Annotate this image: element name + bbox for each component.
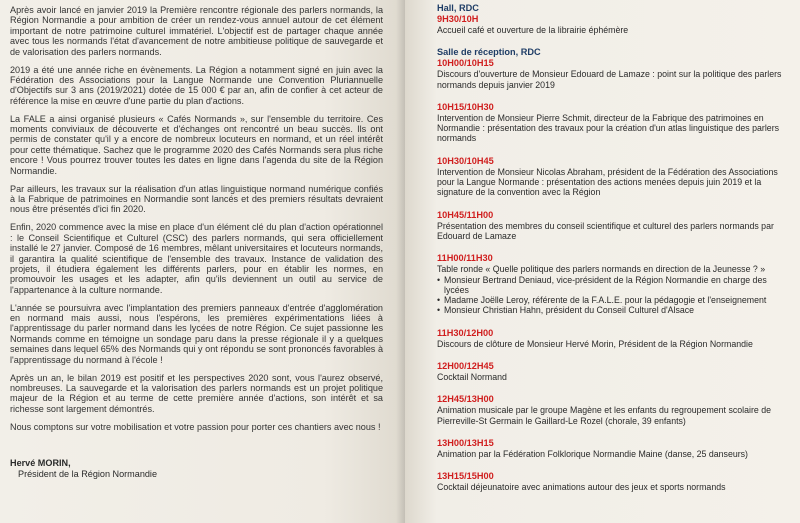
paragraph: Après avoir lancé en janvier 2019 la Première rencontre régionale des parlers normands, la Région Normandie a pour ambition de créer un rendez-vous annuel autour de cet élément important de notre patrimoine culturel immatériel. L'objectif est de partager chaque année avec tous les normands l'état d'avancement de notre ambitieuse politique de sauvegarde et de valorisation des parlers normands. — [10, 5, 383, 57]
paragraph: Enfin, 2020 commence avec la mise en place d'un élément clé du plan d'action opérationnel : le Conseil Scientifique et Culturel (CSC) des parlers normands, qui sera officiellement installé le 27 janvier. Composé de 16 membres, mêlant universitaires et locuteurs normands, il garantira la qualité scientifique de l'ensemble des travaux. Instance de validation des projets, il étudiera également les différents parlers, pour en établir les normes, en promouvoir les usages et les adapter, afin qu'ils deviennent un outil au service de l'appartenance à la culture normande. — [10, 222, 383, 295]
program-block — [437, 102, 790, 144]
paragraph: La FALE a ainsi organisé plusieurs « Cafés Normands », sur l'ensemble du territoire. Ces moments conviviaux de découverte et d'échanges ont rencontré un beau succès. Ils ont permis de constater qu'il y a encore de nombreux locuteurs en normand, et un réel intérêt pour cette thématique. Sachez que le programme 2020 des Cafés Normands sera plus riche encore ! Vous pourrez trouver toutes les dates en ligne dans l'agenda du site de la Région Normandie. — [10, 113, 383, 176]
program-description: Discours de clôture de Monsieur Hervé Morin, Président de la Région Normandie — [437, 338, 753, 349]
program-description: Cocktail déjeunatoire avec animations autour des jeux et sports normands — [437, 482, 726, 493]
program-block — [437, 361, 790, 382]
program-description: Présentation des membres du conseil scientifique et culturel des parlers normands par Edouard de Lamaze — [437, 220, 774, 241]
guest-item: • Monsieur Christian Hahn, président du Conseil Culturel d'Alsace — [437, 305, 790, 315]
program-block — [437, 156, 790, 198]
program-time: 10H00/10H15 — [437, 58, 494, 69]
program-time: 9H30/10H — [437, 14, 479, 24]
program-block — [437, 471, 790, 492]
program-block — [437, 328, 790, 349]
signature-title: Président de la Région Normandie — [18, 469, 158, 480]
program-description: Accueil café et ouverture de la librairie éphémère — [437, 25, 629, 35]
program-time: 11H00/11H30 — [437, 253, 493, 264]
program-time: 12H00/12H45 — [437, 361, 494, 372]
right-page — [405, 0, 800, 523]
program-block — [437, 47, 790, 90]
paragraph: Par ailleurs, les travaux sur la réalisation d'un atlas linguistique normand numérique confiés à la Fabrique de patrimoines en Normandie sont lancés et des premiers résultats devraient nous être présentés d'ici fin 2020. — [10, 183, 383, 215]
signature — [10, 458, 383, 480]
round-table-guests — [437, 275, 790, 316]
guest-item: • Madame Joëlle Leroy, référente de la F.A.L.E. pour la pédagogie et l'enseignement — [437, 295, 790, 305]
program-location: Salle de réception, RDC — [437, 47, 541, 58]
program-description: Intervention de Monsieur Pierre Schmit, directeur de la Fabrique des patrimoines en Normandie : présentation des travaux pour la création d'un atlas linguistique des parlers normands — [437, 112, 780, 144]
paragraph: Nous comptons sur votre mobilisation et votre passion pour porter ces chantiers avec nous ! — [10, 421, 381, 432]
program-time: 10H15/10H30 — [437, 101, 494, 112]
program-time: 12H45/13H00 — [437, 394, 494, 405]
program-description: Cocktail Normand — [437, 372, 507, 383]
paragraph: L'année se poursuivra avec l'implantation des premiers panneaux d'entrée d'agglomération en normand mais aussi, nous l'espérons, les premières expérimentations liées à l'apprentissage du parler normand dans les lycées de notre Région. Ce sujet passionne les Normands comme en témoigne un sondage paru dans la presse régionale il y a quelques semaines dans lequel 65% des Normands qui y ont répondu se sont prononcés favorables à l'apprentissage du normand à l'école ! — [10, 302, 383, 365]
program-description: Animation musicale par le groupe Magène et les enfants du regroupement scolaire de Pierreville-St Germain le Gaillard-Le Rozel (chorale, 39 enfants) — [437, 405, 771, 426]
signature-name: Hervé MORIN, — [10, 458, 71, 469]
program-time: 10H30/10H45 — [437, 155, 494, 166]
program-description: Animation par la Fédération Folklorique Normandie Maine (danse, 25 danseurs) — [437, 448, 748, 459]
program-time: 13H00/13H15 — [437, 437, 494, 448]
program-block — [437, 210, 790, 242]
program-description: Discours d'ouverture de Monsieur Edouard de Lamaze : point sur la politique des parlers normands depuis janvier 2019 — [437, 69, 782, 90]
program-time: 10H45/11H00 — [437, 209, 494, 220]
program-description: Table ronde « Quelle politique des parlers normands en direction de la Jeunesse ? » — [437, 264, 766, 275]
program-block — [437, 3, 790, 35]
paragraph: 2019 a été une année riche en évènements. La Région a notamment signé en juin avec la Fédération des Associations pour la Langue Normande une Convention Pluriannuelle d'Objectifs sur 3 ans (2019/2021) dotée de 15 000 € par an, afin de confier à cet acteur de référence la mise en œuvre d'une partie du plan d'actions. — [10, 64, 383, 106]
program-block — [437, 438, 790, 459]
program-time: 13H15/15H00 — [437, 471, 494, 482]
paragraph: Après un an, le bilan 2019 est positif et les perspectives 2020 sont, vous l'aurez observé, nombreuses. La sauvegarde et la valorisation des parlers normands est un projet politique majeur de la Région et au terme de cette première année d'actions, son intérêt et sa richesse sont largement démontrés. — [10, 372, 383, 414]
guest-item: • Monsieur Bertrand Deniaud, vice-président de la Région Normandie en charge des lycées — [437, 275, 790, 296]
program-location: Hall, RDC — [437, 3, 479, 13]
program-time: 11H30/12H00 — [437, 327, 494, 338]
program-block — [437, 394, 790, 426]
program-block — [437, 253, 790, 315]
program-description: Intervention de Monsieur Nicolas Abraham, président de la Fédération des Associations pour la Langue Normande : présentation des actions menées depuis juin 2019 et la signature de la convention avec la Région — [437, 166, 778, 198]
